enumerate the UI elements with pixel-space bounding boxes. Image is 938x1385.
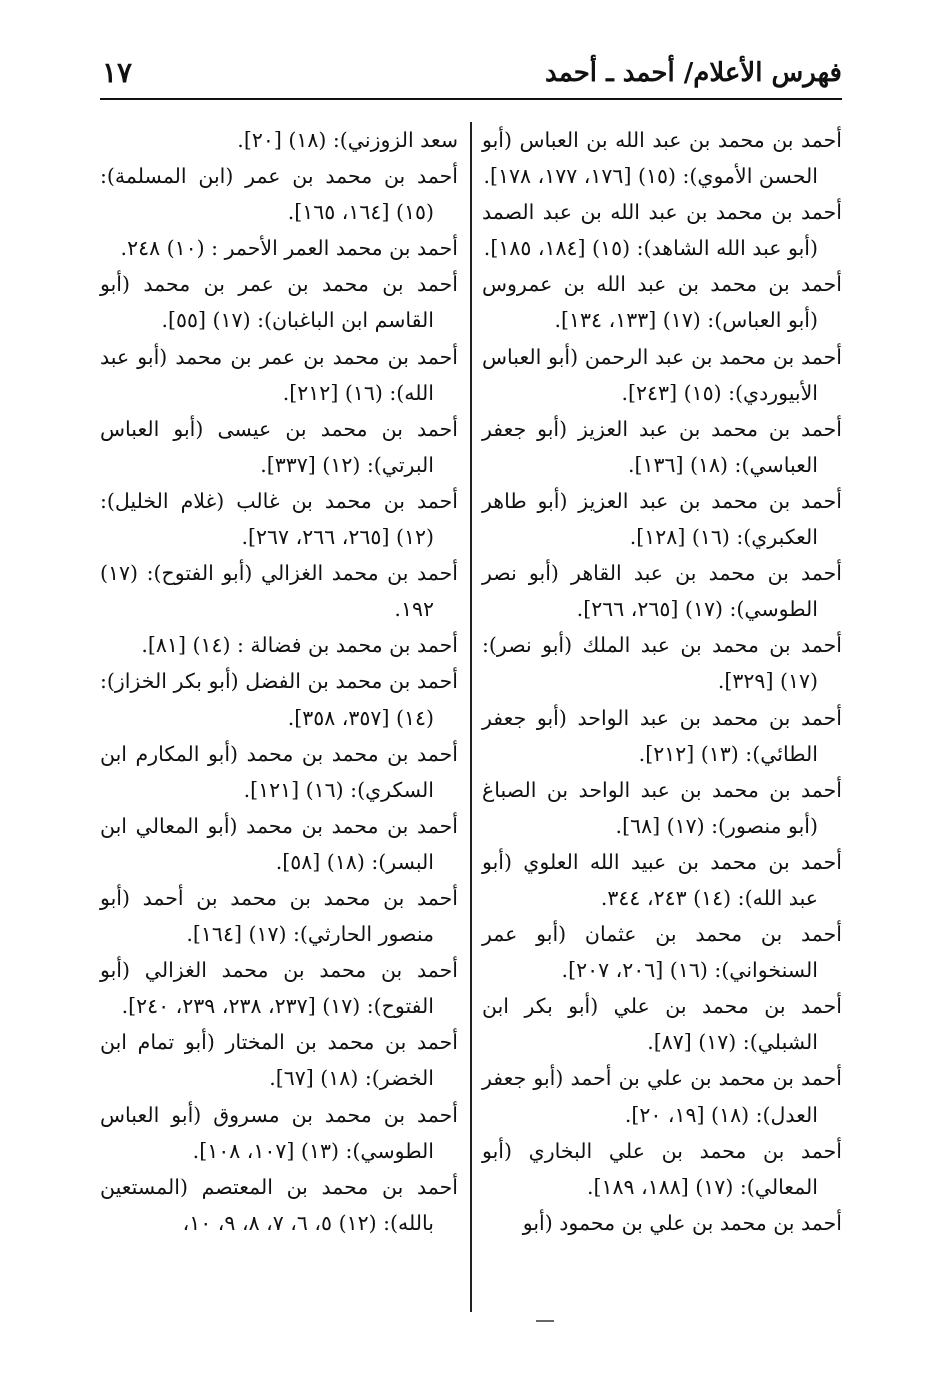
index-entry: أحمد بن محمد بن عبد الملك (أبو نصر): (١٧) [٣٢٩]. [482, 633, 842, 694]
index-entry: أحمد بن محمد بن عمر (ابن المسلمة): (١٥) [١٦٤، ١٦٥]. [100, 164, 458, 225]
bottom-mark [536, 1320, 554, 1322]
index-entry: أحمد بن محمد بن مسروق (أبو العباس الطوسي): (١٣) [١٠٧، ١٠٨]. [100, 1102, 458, 1163]
index-entry: أحمد بن محمد بن عمر بن محمد (أبو عبد الله): (١٦) [٢١٢]. [100, 344, 458, 405]
page-number: ١٧ [102, 56, 133, 89]
index-entry: أحمد بن محمد بن عبد الله بن العباس (أبو الحسن الأموي): (١٥) [١٧٦، ١٧٧، ١٧٨]. [482, 128, 842, 189]
index-entry: أحمد بن محمد بن عبد الواحد بن الصباغ (أبو منصور): (١٧) [٦٨]. [482, 777, 842, 838]
header-rule [100, 98, 842, 100]
index-entry: أحمد بن محمد بن المعتصم (المستعين بالله): (١٢) ٥، ٦، ٧، ٨، ٩، ١٠، [100, 1174, 458, 1235]
index-entry: أحمد بن محمد بن محمد (أبو المكارم ابن السكري): (١٦) [١٢١]. [100, 741, 458, 802]
index-entry: أحمد بن محمد بن المختار (أبو تمام ابن الخضر): (١٨) [٦٧]. [100, 1030, 458, 1091]
index-entry: أحمد بن محمد العمر الأحمر : (١٠) ٢٤٨. [120, 236, 458, 261]
index-entry: أحمد بن محمد الغزالي (أبو الفتوح): (١٧) ١٩٢. [100, 561, 458, 622]
index-entry: أحمد بن محمد بن عبد الواحد (أبو جعفر الطائي): (١٣) [٢١٢]. [482, 705, 842, 766]
index-entry: أحمد بن محمد بن غالب (غلام الخليل): (١٢) [٢٦٥، ٢٦٦، ٢٦٧]. [100, 488, 458, 550]
index-entry: أحمد بن محمد بن عيسى (أبو العباس البرتي): (١٢) [٣٣٧]. [100, 416, 458, 477]
right-column [482, 122, 842, 1241]
index-entry: أحمد بن محمد بن عبد الرحمن (أبو العباس الأبيوردي): (١٥) [٢٤٣]. [482, 344, 842, 405]
left-column [100, 122, 458, 1241]
index-entry: أحمد بن محمد بن عبيد الله العلوي (أبو عبد الله): (١٤) ٢٤٣، ٣٤٤. [482, 849, 842, 910]
index-entry: أحمد بن محمد بن عمر بن محمد (أبو القاسم ابن الباغبان): (١٧) [٥٥]. [100, 272, 458, 333]
index-entry: أحمد بن محمد بن محمد (أبو المعالي ابن البسر): (١٨) [٥٨]. [100, 813, 458, 874]
index-entry: أحمد بن محمد بن علي البخاري (أبو المعالي): (١٧) [١٨٨، ١٨٩]. [482, 1138, 842, 1199]
running-title: فهرس الأعلام/ أحمد ـ أحمد [545, 58, 842, 88]
index-entry: أحمد بن محمد بن عبد العزيز (أبو جعفر العباسي): (١٨) [١٣٦]. [482, 416, 842, 477]
page-header [100, 52, 842, 100]
index-entry: أحمد بن محمد بن علي بن محمود (أبو [522, 1210, 842, 1235]
index-entry: أحمد بن محمد بن علي بن أحمد (أبو جعفر العدل): (١٨) [١٩، ٢٠]. [482, 1066, 842, 1127]
index-entry: أحمد بن محمد بن عبد الله بن عمروس (أبو العباس): (١٧) [١٣٣، ١٣٤]. [482, 272, 842, 333]
index-entry: أحمد بن محمد بن فضالة : (١٤) [٨١]. [141, 633, 458, 658]
index-entry: أحمد بن محمد بن عبد القاهر (أبو نصر الطوسي): (١٧) [٢٦٥، ٢٦٦]. [482, 561, 842, 622]
index-entry: أحمد بن محمد بن علي (أبو بكر ابن الشبلي): (١٧) [٨٧]. [482, 994, 842, 1055]
index-entry: أحمد بن محمد بن عبد العزيز (أبو طاهر العكبري): (١٦) [١٢٨]. [482, 488, 842, 550]
index-entry: أحمد بن محمد بن الفضل (أبو بكر الخزاز): (١٤) [٣٥٧، ٣٥٨]. [100, 669, 458, 730]
index-entry: سعد الزوزني): (١٨) [٢٠]. [237, 128, 458, 152]
index-entry: أحمد بن محمد بن عبد الله بن عبد الصمد (أبو عبد الله الشاهد): (١٥) [١٨٤، ١٨٥]. [482, 200, 842, 261]
index-entry: أحمد بن محمد بن محمد بن أحمد (أبو منصور الحارثي): (١٧) [١٦٤]. [100, 885, 458, 947]
index-entry: أحمد بن محمد بن عثمان (أبو عمر السنخواني): (١٦) [٢٠٦، ٢٠٧]. [482, 922, 842, 983]
index-entry: أحمد بن محمد بن محمد الغزالي (أبو الفتوح): (١٧) [٢٣٧، ٢٣٨، ٢٣٩، ٢٤٠]. [100, 958, 458, 1019]
column-divider [470, 122, 472, 1312]
